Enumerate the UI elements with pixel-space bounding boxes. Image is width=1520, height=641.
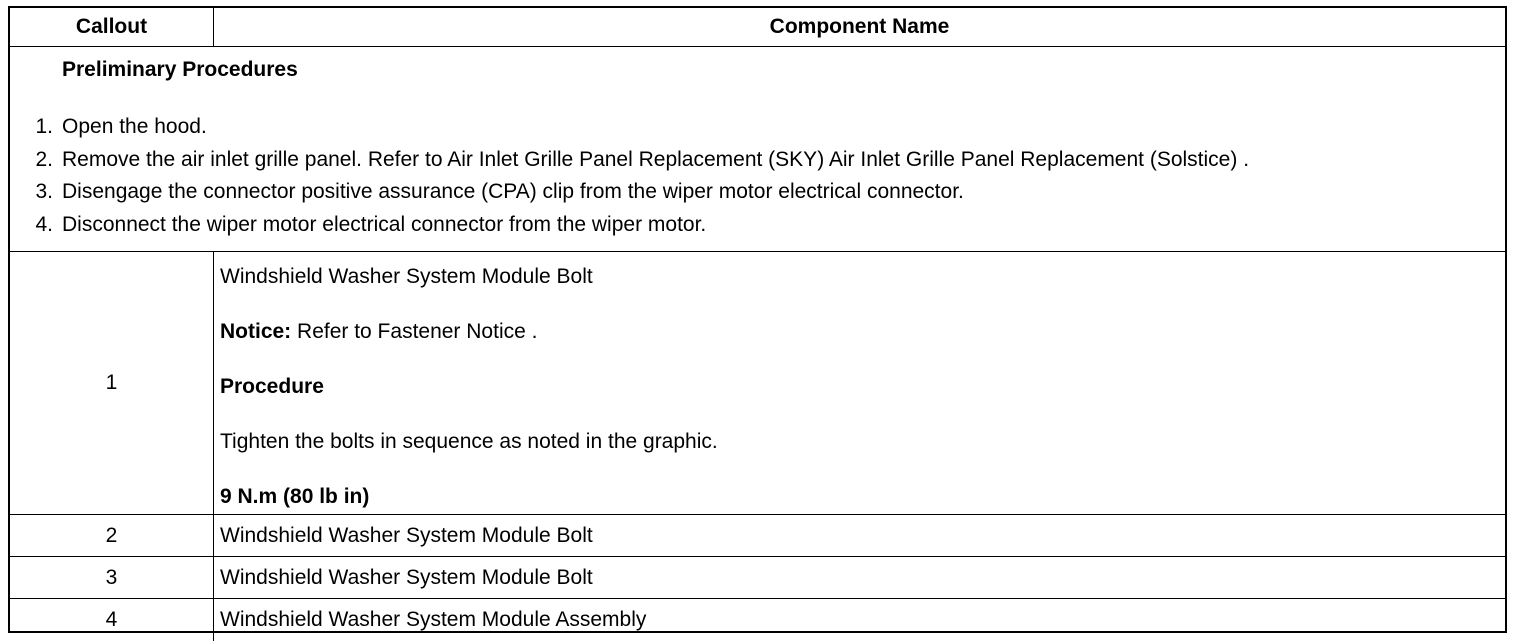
- component-name: Windshield Washer System Module Bolt: [214, 515, 1506, 557]
- callout-cell: 1: [10, 252, 214, 515]
- procedure-heading: Procedure: [220, 375, 324, 398]
- step-text: Remove the air inlet grille panel. Refer to Air Inlet Grille Panel Replacement (SKY) Air Inlet Grille Panel Replacement (Solstice) .: [62, 147, 1250, 171]
- step-text: Disconnect the wiper motor electrical connector from the wiper motor.: [62, 212, 707, 236]
- step-text: Disengage the connector positive assurance (CPA) clip from the wiper motor electrical connector.: [62, 180, 964, 203]
- callout-cell: 4: [10, 599, 214, 641]
- component-name-header: Component Name: [214, 8, 1506, 47]
- torque-spec: 9 N.m (80 lb in): [220, 485, 370, 508]
- notice: [220, 319, 1505, 345]
- component-cell: [214, 252, 1506, 515]
- step-number: 2.: [35, 147, 53, 171]
- preliminary-row: [10, 47, 1505, 252]
- preliminary-procedures-title: Preliminary Procedures: [62, 58, 298, 81]
- callout-cell: 3: [10, 557, 214, 599]
- table-row: [10, 599, 1505, 641]
- step-text: Open the hood.: [62, 115, 207, 138]
- list-item: [10, 111, 1505, 144]
- list-item: [10, 144, 1505, 177]
- component-name: Windshield Washer System Module Bolt: [220, 265, 593, 288]
- notice-text: Refer to Fastener Notice .: [291, 320, 538, 343]
- preliminary-steps-list: [10, 111, 1505, 241]
- list-item: [10, 176, 1505, 209]
- callout-cell: 2: [10, 515, 214, 557]
- step-number: 3.: [35, 180, 53, 203]
- notice-label: Notice:: [220, 320, 292, 343]
- table-row: [10, 252, 1505, 515]
- step-number: 1.: [35, 115, 53, 138]
- table-header-row: [10, 8, 1505, 47]
- step-number: 4.: [35, 212, 53, 236]
- component-name: Windshield Washer System Module Assembly: [214, 599, 1506, 641]
- callout-header: Callout: [10, 8, 214, 47]
- component-table-frame: [8, 6, 1507, 633]
- preliminary-procedures-cell: [10, 47, 1505, 252]
- component-table: [10, 8, 1505, 641]
- procedure-text: Tighten the bolts in sequence as noted in the graphic.: [220, 430, 718, 453]
- component-name: Windshield Washer System Module Bolt: [214, 557, 1506, 599]
- list-item: [10, 209, 1505, 242]
- table-row: [10, 557, 1505, 599]
- table-row: [10, 515, 1505, 557]
